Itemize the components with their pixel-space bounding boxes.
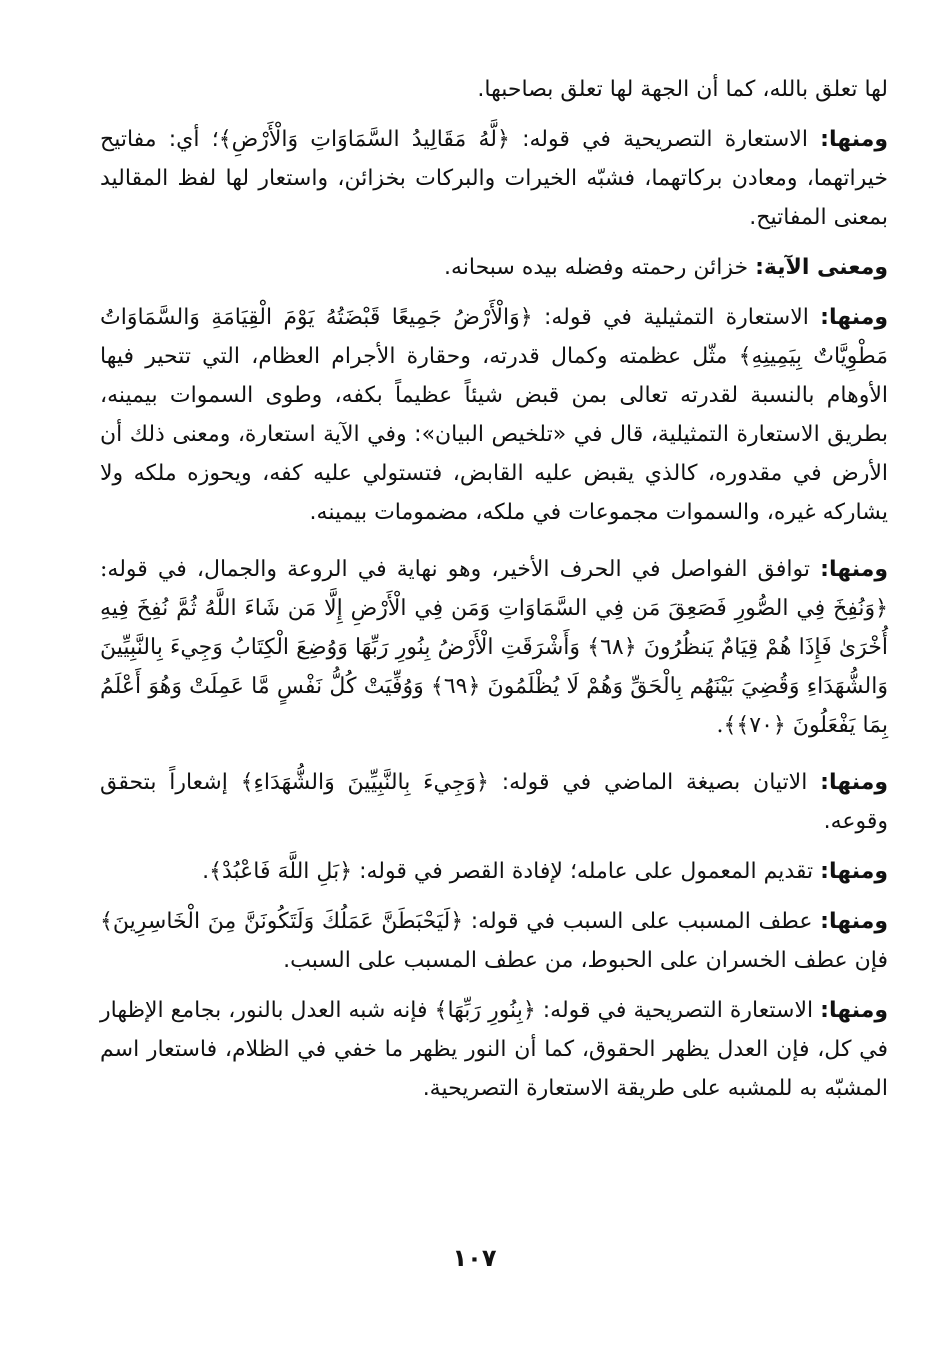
paragraph-representative-metaphor: [100, 298, 888, 532]
page-body: [100, 70, 888, 1119]
paragraph-lead: ومنها:: [820, 770, 888, 795]
paragraph-object-fronting: [100, 852, 888, 891]
paragraph-verse-meaning: [100, 248, 888, 287]
paragraph-rhyme-agreement: [100, 550, 888, 745]
paragraph-text: عطف المسبب على السبب في قوله: ﴿لَيَحْبَطَنَّ عَمَلُكَ وَلَتَكُونَنَّ مِنَ الْخَاسِرِينَ﴾ فإن عطف الخسران على الحبوط، من عطف المسبب على السبب.: [100, 909, 888, 973]
paragraph-light-metaphor: [100, 991, 888, 1108]
paragraph-lead: ومنها:: [820, 557, 888, 582]
paragraph-lead: ومنها:: [820, 305, 888, 330]
paragraph-lead: ومعنى الآية:: [755, 255, 888, 280]
paragraph-cause-effect: [100, 902, 888, 980]
paragraph-lead: ومنها:: [820, 127, 888, 152]
paragraph-lead: ومنها:: [820, 998, 888, 1023]
paragraph-lead: ومنها:: [820, 909, 888, 934]
paragraph-maqalid-metaphor: [100, 120, 888, 237]
paragraph-text: توافق الفواصل في الحرف الأخير، وهو نهاية في الروعة والجمال، في قوله: ﴿وَنُفِخَ فِي الصُّورِ فَصَعِقَ مَن فِي السَّمَاوَاتِ وَمَن فِي الْأَرْضِ إِلَّا مَن شَاءَ اللَّهُ ثُمَّ نُفِخَ فِيهِ أُخْرَىٰ فَإِذَا هُمْ قِيَامٌ يَنظُرُونَ ﴿٦٨﴾ وَأَشْرَقَتِ الْأَرْضُ بِنُورِ رَبِّهَا وَوُضِعَ الْكِتَابُ وَجِيءَ بِالنَّبِيِّينَ وَالشُّهَدَاءِ وَقُضِيَ بَيْنَهُم بِالْحَقِّ وَهُمْ لَا يُظْلَمُونَ ﴿٦٩﴾ وَوُفِّيَتْ كُلُّ نَفْسٍ مَّا عَمِلَتْ وَهُوَ أَعْلَمُ بِمَا يَفْعَلُونَ ﴿٧٠﴾﴾.: [100, 557, 888, 738]
paragraph-past-tense: [100, 763, 888, 841]
paragraph-text: خزائن رحمته وفضله بيده سبحانه.: [443, 255, 756, 280]
page-number: ١٠٧: [452, 1244, 497, 1272]
paragraph-text: لها تعلق بالله، كما أن الجهة لها تعلق بصاحبها.: [477, 77, 888, 102]
paragraph-text: الاستعارة التمثيلية في قوله: ﴿وَالْأَرْضُ جَمِيعًا قَبْضَتُهُ يَوْمَ الْقِيَامَةِ وَالسَّمَاوَاتُ مَطْوِيَّاتٌ بِيَمِينِهِ﴾ مثّل عظمته وكمال قدرته، وحقارة الأجرام العظام، التي تتحير فيها الأوهام بالنسبة لقدرته تعالى بمن قبض شيئاً عظيماً بكفه، وطوى السموات بيمينه، بطريق الاستعارة التمثيلية، قال في «تلخيص البيان»: وفي الآية استعارة، ومعنى ذلك أن الأرض في مقدوره، كالذي يقبض عليه القابض، فتستولي عليه كفه، ويحوزه ملكه ولا يشاركه غيره، والسموات مجموعات في ملكه، مضمومات بيمينه.: [100, 305, 888, 525]
paragraph-text: الاتيان بصيغة الماضي في قوله: ﴿وَجِيءَ بِالنَّبِيِّينَ وَالشُّهَدَاءِ﴾ إشعاراً بتحقق وقوعه.: [100, 770, 888, 834]
paragraph-text: الاستعارة التصريحية في قوله: ﴿لَّهُ مَقَالِيدُ السَّمَاوَاتِ وَالْأَرْضِ﴾؛ أي: مفاتيح خيراتهما، ومعادن بركاتهما، فشبّه الخيرات والبركات بخزائن، واستعار لها لفظ المقاليد بمعنى المفاتيح.: [100, 127, 888, 230]
paragraph-text: تقديم المعمول على عامله؛ لإفادة القصر في قوله: ﴿بَلِ اللَّهَ فَاعْبُدْ﴾.: [202, 859, 821, 884]
paragraph-lead: ومنها:: [820, 859, 888, 884]
paragraph-text: الاستعارة التصريحية في قوله: ﴿بِنُورِ رَبِّهَا﴾ فإنه شبه العدل بالنور، بجامع الإظهار في كل، فإن العدل يظهر الحقوق، كما أن النور يظهر ما خفي في الظلام، فاستعار اسم المشبّه به للمشبه على طريقة الاستعارة التصريحية.: [100, 998, 888, 1101]
paragraph-continuation: [100, 70, 888, 109]
